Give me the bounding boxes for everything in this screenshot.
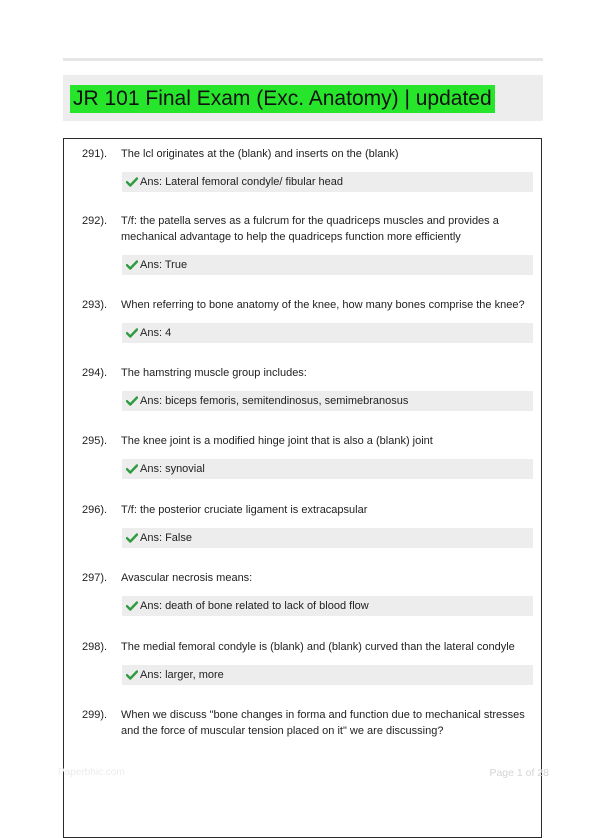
answer-box	[122, 528, 533, 548]
check-icon	[126, 665, 139, 685]
check-icon	[126, 596, 139, 616]
answer-text: Ans: death of bone related to lack of blood flow	[140, 600, 369, 612]
page-title: JR 101 Final Exam (Exc. Anatomy) | updated	[70, 85, 495, 113]
question-number: 293).	[82, 299, 108, 311]
check-icon	[126, 323, 139, 343]
question-number: 296).	[82, 504, 108, 516]
check-icon	[126, 255, 139, 275]
answer-text: Ans: synovial	[140, 463, 205, 475]
answer-text: Ans: True	[140, 259, 188, 271]
question-text: T/f: the posterior cruciate ligament is extracapsular	[121, 504, 368, 516]
question-number: 294).	[82, 367, 108, 379]
question-text: The medial femoral condyle is (blank) and (blank) curved than the lateral condyle	[121, 641, 515, 653]
footer-watermark: Paperbhic.com	[58, 767, 125, 778]
answer-text: Ans: larger, more	[140, 669, 224, 681]
answer-box	[122, 596, 533, 616]
check-icon	[126, 172, 139, 192]
question-text: The knee joint is a modified hinge joint that is also a (blank) joint	[121, 435, 433, 447]
question-number: 298).	[82, 641, 108, 653]
question-number: 297).	[82, 572, 108, 584]
answer-text: Ans: biceps femoris, semitendinosus, semimebranosus	[140, 395, 409, 407]
question-number: 295).	[82, 435, 108, 447]
question-number: 292).	[82, 215, 108, 227]
answer-box	[122, 391, 533, 411]
question-number: 291).	[82, 148, 108, 160]
question-text: When we discuss "bone changes in forma and function due to mechanical stresses and the force of muscular tension placed on it" we are discussing?	[121, 709, 525, 737]
page-number: Page 1 of 28	[489, 767, 549, 779]
top-rule	[63, 58, 543, 61]
question-text: The lcl originates at the (blank) and inserts on the (blank)	[121, 148, 399, 160]
check-icon	[126, 459, 139, 479]
answer-box	[122, 255, 533, 275]
answer-text: Ans: 4	[140, 327, 172, 339]
question-number: 299).	[82, 709, 108, 721]
question-text: T/f: the patella serves as a fulcrum for the quadriceps muscles and provides a mechanical advantage to help the quadriceps function more efficiently	[121, 215, 499, 243]
title-band	[63, 75, 543, 121]
answer-box	[122, 459, 533, 479]
question-text: Avascular necrosis means:	[121, 572, 253, 584]
answer-box	[122, 323, 533, 343]
answer-text: Ans: Lateral femoral condyle/ fibular head	[140, 176, 344, 188]
answer-box	[122, 665, 533, 685]
qa-list	[63, 138, 542, 838]
answer-box	[122, 172, 533, 192]
question-text: The hamstring muscle group includes:	[121, 367, 307, 379]
question-text: When referring to bone anatomy of the knee, how many bones comprise the knee?	[121, 299, 525, 311]
answer-text: Ans: False	[140, 532, 192, 544]
check-icon	[126, 528, 139, 548]
check-icon	[126, 391, 139, 411]
